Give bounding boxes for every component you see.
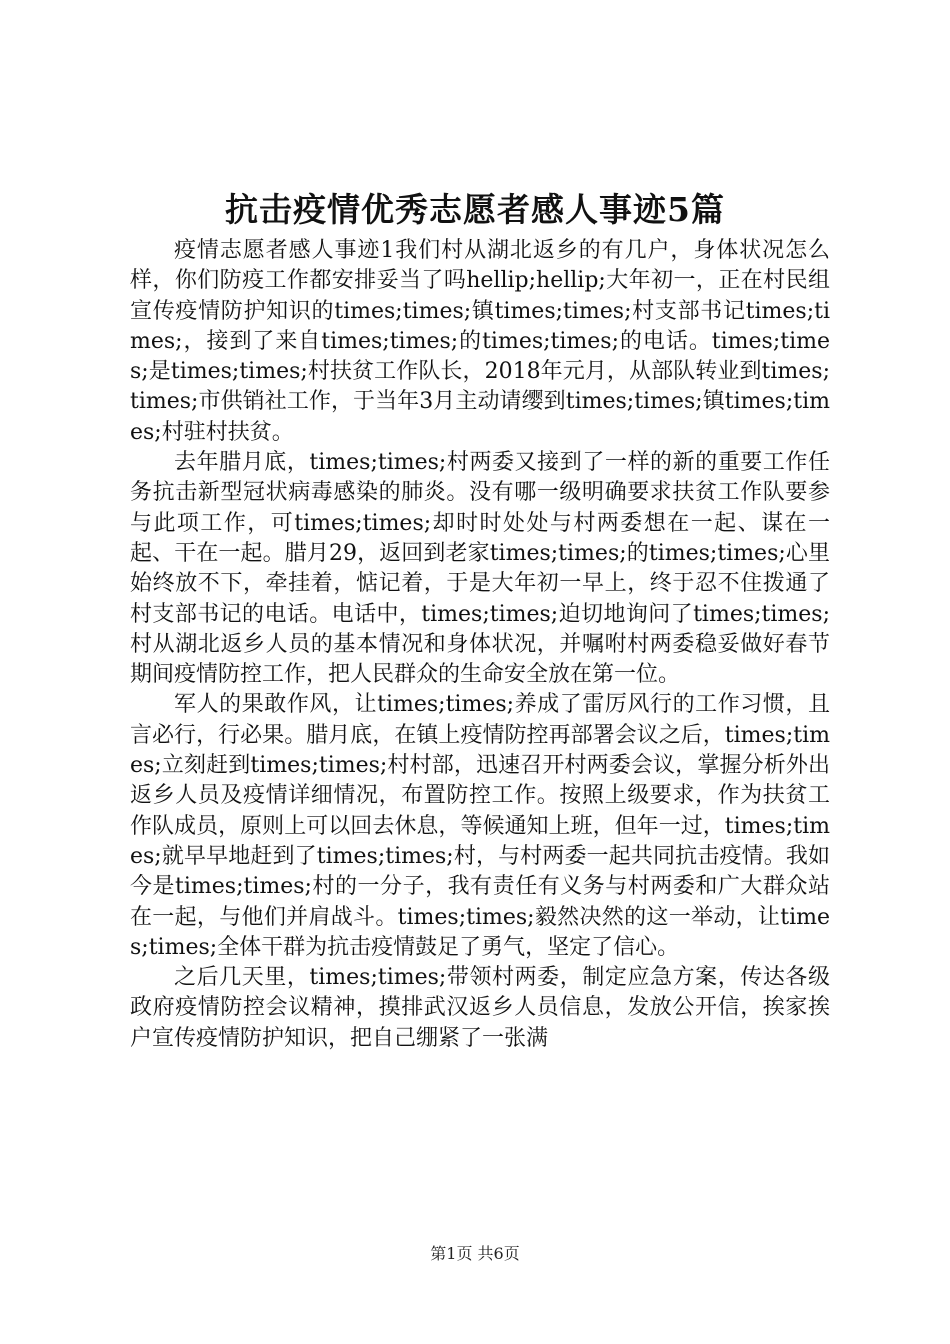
document-title: 抗击疫情优秀志愿者感人事迹5篇 <box>225 190 725 229</box>
paragraph-3: 军人的果敢作风，让times;times;养成了雷厉风行的工作习惯，且言必行，行必果。腊月底，在镇上疫情防控再部署会议之后，times;times;立刻赶到times;times;村村部，迅速召开村两委会议，掌握分析外出返乡人员及疫情详细情况，布置防控工作。按照上级要求，作为扶贫工作队成员，原则上可以回去休息，等候通知上班，但年一过，times;times;就早早地赶到了times;times;村，与村两委一起共同抗击疫情。我如今是times;times;村的一分子，我有责任有义务与村两委和广大群众站在一起，与他们并肩战斗。times;times;毅然决然的这一举动，让times;times;全体干群为抗击疫情鼓足了勇气，坚定了信心。 <box>130 692 830 960</box>
paragraph-1: 疫情志愿者感人事迹1我们村从湖北返乡的有几户，身体状况怎么样，你们防疫工作都安排妥当了吗hellip;hellip;大年初一，正在村民组宣传疫情防护知识的times;times;镇times;times;村支部书记times;times;，接到了来自times;times;的times;times;的电话。times;times;是times;times;村扶贫工作队长，2018年元月，从部队转业到times;times;市供销社工作，于当年3月主动请缨到times;times;镇times;times;村驻村扶贫。 <box>130 238 830 445</box>
page-indicator: 第1页 共6页 <box>430 1244 520 1263</box>
paragraph-2: 去年腊月底，times;times;村两委又接到了一样的新的重要工作任务抗击新型冠状病毒感染的肺炎。没有哪一级明确要求扶贫工作队要参与此项工作，可times;times;却时时处处与村两委想在一起、谋在一起、干在一起。腊月29，返回到老家times;times;的times;times;心里始终放不下，牵挂着，惦记着，于是大年初一早上，终于忍不住拨通了村支部书记的电话。电话中，times;times;迫切地询问了times;times;村从湖北返乡人员的基本情况和身体状况，并嘱咐村两委稳妥做好春节期间疫情防控工作，把人民群众的生命安全放在第一位。 <box>130 450 830 688</box>
document-body <box>130 236 830 1054</box>
paragraph-4: 之后几天里，times;times;带领村两委，制定应急方案，传达各级政府疫情防控会议精神，摸排武汉返乡人员信息，发放公开信，挨家挨户宣传疫情防护知识，把自己绷紧了一张满 <box>130 965 830 1051</box>
page-footer <box>0 1244 950 1264</box>
